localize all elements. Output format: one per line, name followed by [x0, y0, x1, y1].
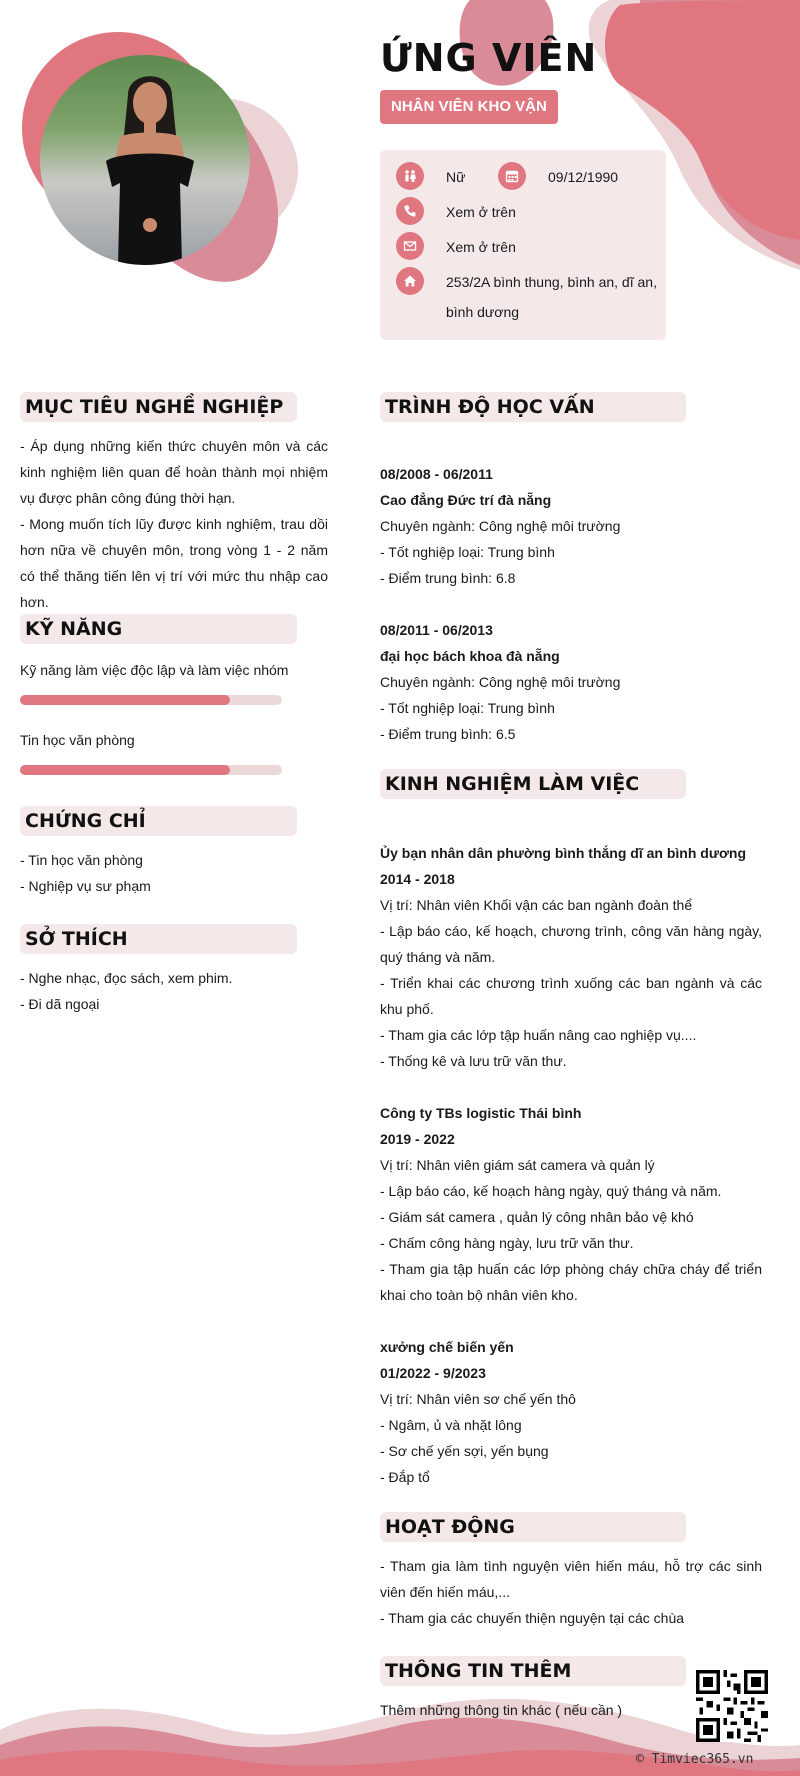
objective-line-1: - Áp dụng những kiến thức chuyên môn và các kinh nghiệm liên quan để hoàn thành mọi nhiệm vụ được phân công đúng thời hạn.	[20, 438, 328, 506]
list-item: - Nghiệp vụ sư phạm	[20, 878, 151, 894]
education-item	[380, 617, 762, 747]
education-major: Chuyên ngành: Công nghệ môi trường	[380, 518, 621, 534]
objective-text	[20, 433, 328, 615]
certificates-list	[20, 847, 320, 899]
education-major: Chuyên ngành: Công nghệ môi trường	[380, 674, 621, 690]
certificates-title: CHỨNG CHỈ	[20, 806, 297, 836]
experience-item	[380, 1334, 762, 1490]
address-line-2: bình dương	[446, 304, 520, 320]
hobbies-title: SỞ THÍCH	[20, 924, 297, 954]
education-item	[380, 461, 762, 591]
experience-position: Vị trí: Nhân viên sơ chế yến thô	[380, 1391, 576, 1407]
education-grade: - Tốt nghiệp loại: Trung bình	[380, 700, 555, 716]
people-icon	[396, 162, 424, 190]
education-school: đại học bách khoa đà nẵng	[380, 648, 560, 664]
home-icon	[396, 267, 424, 295]
mail-icon	[396, 232, 424, 260]
avatar	[100, 65, 200, 265]
email-value: Xem ở trên	[446, 239, 516, 255]
experience-company: xưởng chế biến yến	[380, 1339, 514, 1355]
experience-task: - Chấm công hàng ngày, lưu trữ văn thư.	[380, 1235, 634, 1251]
education-score: - Điểm trung bình: 6.5	[380, 726, 516, 742]
experience-period: 2019 - 2022	[380, 1131, 455, 1147]
experience-period: 2014 - 2018	[380, 871, 455, 887]
activities-list	[380, 1553, 762, 1631]
skills-title: KỸ NĂNG	[20, 614, 297, 644]
skill-bar-fill	[20, 695, 230, 705]
email-row	[396, 232, 516, 262]
list-item: - Tin học văn phòng	[20, 852, 143, 868]
experience-task: - Triển khai các chương trình xuống các ban ngành và các khu phố.	[380, 975, 762, 1017]
list-item: - Tham gia các chuyến thiện nguyện tại các chùa	[380, 1610, 685, 1626]
experience-task: - Ngâm, ủ và nhặt lông	[380, 1417, 522, 1433]
education-score: - Điểm trung bình: 6.8	[380, 570, 516, 586]
hobbies-list	[20, 965, 320, 1017]
gender-value: Nữ	[446, 169, 466, 185]
contact-box	[380, 150, 666, 340]
additional-title: THÔNG TIN THÊM	[380, 1656, 686, 1686]
education-period: 08/2011 - 06/2013	[380, 622, 493, 638]
education-period: 08/2008 - 06/2011	[380, 466, 493, 482]
experience-task: - Tham gia tập huấn các lớp phòng cháy chữa cháy để triển khai cho toàn bộ nhân viên kho.	[380, 1261, 762, 1303]
activities-title: HOẠT ĐỘNG	[380, 1512, 686, 1542]
list-item: - Đi dã ngoại	[20, 996, 100, 1012]
qr-code	[696, 1670, 768, 1742]
experience-position: Vị trí: Nhân viên giám sát camera và quản lý	[380, 1157, 655, 1173]
gender-row	[396, 162, 465, 192]
experience-period: 01/2022 - 9/2023	[380, 1365, 486, 1381]
objective-title: MỤC TIÊU NGHỀ NGHIỆP	[20, 392, 297, 422]
phone-row	[396, 197, 516, 227]
candidate-name: ỨNG VIÊN	[380, 36, 598, 80]
education-school: Cao đẳng Đức trí đà nẵng	[380, 492, 552, 508]
calendar-icon	[498, 162, 526, 190]
experience-item	[380, 840, 762, 1074]
birthday-value: 09/12/1990	[548, 169, 619, 185]
profile-photo	[40, 55, 250, 265]
experience-title: KINH NGHIỆM LÀM VIỆC	[380, 769, 686, 799]
address-line-1: 253/2A bình thung, bình an, dĩ an,	[446, 274, 657, 290]
objective-line-2: - Mong muốn tích lũy được kinh nghiệm, trau dồi hơn nữa về chuyên môn, trong vòng 1 - 2 năm có thể thăng tiến lên vị trí với mức thu nhập cao hơn.	[20, 516, 328, 610]
skill-bar	[20, 765, 282, 775]
additional-text: Thêm những thông tin khác ( nếu cần )	[380, 1702, 623, 1718]
address-value	[446, 267, 657, 327]
education-grade: - Tốt nghiệp loại: Trung bình	[380, 544, 555, 560]
phone-value: Xem ở trên	[446, 204, 516, 220]
list-item: - Nghe nhạc, đọc sách, xem phim.	[20, 970, 233, 986]
address-row	[396, 267, 657, 327]
experience-company: Ủy bạn nhân dân phường bình thắng dĩ an bình dương	[380, 845, 747, 861]
job-title-badge: NHÂN VIÊN KHO VẬN	[380, 90, 558, 124]
education-title: TRÌNH ĐỘ HỌC VẤN	[380, 392, 686, 422]
phone-icon	[396, 197, 424, 225]
experience-task: - Sơ chế yến sợi, yến bụng	[380, 1443, 549, 1459]
experience-task: - Đắp tổ	[380, 1469, 430, 1485]
experience-task: - Lập báo cáo, kế hoạch hàng ngày, quý tháng và năm.	[380, 1183, 722, 1199]
experience-item	[380, 1100, 762, 1308]
skill-bar-fill	[20, 765, 230, 775]
experience-position: Vị trí: Nhân viên Khối vận các ban ngành đoàn thể	[380, 897, 693, 913]
experience-task: - Giám sát camera , quản lý công nhân bảo vệ khó	[380, 1209, 694, 1225]
experience-task: - Thống kê và lưu trữ văn thư.	[380, 1053, 567, 1069]
skill-name: Tin học văn phòng	[20, 732, 135, 748]
skill-name: Kỹ năng làm việc độc lập và làm việc nhóm	[20, 662, 289, 678]
birthday-row	[498, 162, 618, 192]
experience-company: Công ty TBs logistic Thái bình	[380, 1105, 582, 1121]
list-item: - Tham gia làm tình nguyện viên hiến máu, hỗ trợ các sinh viên đến hiến máu,...	[380, 1558, 762, 1600]
skill-bar	[20, 695, 282, 705]
experience-task: - Lập báo cáo, kế hoạch, chương trình, công văn hàng ngày, quý tháng và năm.	[380, 923, 762, 965]
experience-task: - Tham gia các lớp tập huấn nâng cao nghiệp vụ....	[380, 1027, 697, 1043]
watermark: © Timviec365.vn	[636, 1752, 754, 1767]
